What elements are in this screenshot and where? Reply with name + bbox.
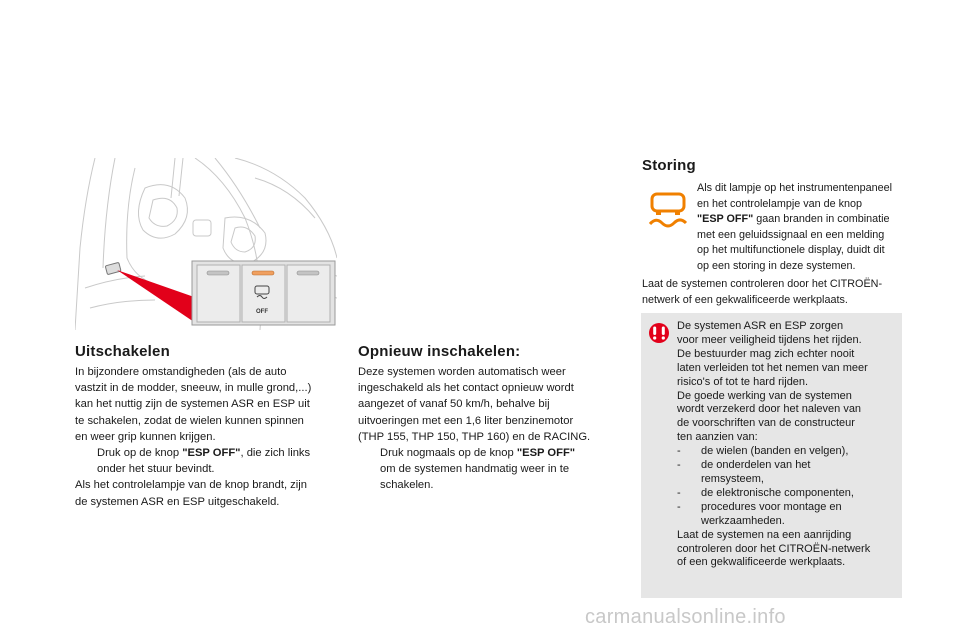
esp-button-illustration	[75, 158, 337, 330]
warning-list-item	[677, 501, 899, 529]
dash-marker: -	[677, 445, 681, 458]
exclamation-warning-icon	[648, 322, 670, 344]
text-line: de elektronische componenten,	[701, 486, 854, 499]
text-line: te schakelen, zodat de wielen kunnen spinnen	[75, 414, 304, 427]
text-line: De goede werking van de systemen	[677, 389, 852, 402]
text-line: controleren door het CITROËN-netwerk	[677, 542, 871, 555]
warning-text	[677, 320, 899, 570]
text-line: remsysteem,	[701, 472, 764, 485]
dash-marker: -	[677, 459, 681, 472]
off-button-label: OFF	[256, 309, 268, 315]
text-line: schakelen.	[380, 479, 434, 492]
text-line: laten verleiden tot het nemen van meer	[677, 361, 868, 374]
text-line: uitvoeringen met een 1,6 liter benzinemotor	[358, 414, 574, 427]
storing-icon-text	[697, 181, 909, 275]
text-line: gaan branden in combinatie	[753, 213, 890, 226]
text-line: wordt verzekerd door het naleven van	[677, 403, 862, 416]
text-line: aangezet of vanaf 50 km/h, behalve bij	[358, 398, 550, 411]
text-line: vastzit in de modder, sneeuw, in mulle grond,...)	[75, 382, 312, 395]
text-line: Als het controlelampje van de knop brandt, zijn	[75, 479, 307, 492]
text-line: kan het nuttig zijn de systemen ASR en ESP uit	[75, 398, 310, 411]
bullet-item	[75, 445, 343, 477]
esp-off-label: "ESP OFF"	[516, 447, 576, 460]
text-line: , die zich links	[240, 447, 311, 460]
text-line: de systemen ASR en ESP uitgeschakeld.	[75, 495, 280, 508]
text-line: procedures voor montage en	[701, 500, 842, 513]
watermark: carmanualsonline.info	[585, 606, 786, 628]
text-line: Deze systemen worden automatisch weer	[358, 366, 566, 378]
bullet-item	[358, 445, 620, 494]
text-line: Druk op de knop	[97, 447, 183, 460]
middle-body	[358, 364, 620, 494]
text-line: onder het stuur bevindt.	[97, 463, 215, 476]
text-line: netwerk of een gekwalificeerde werkplaats.	[642, 294, 848, 307]
esp-off-label: "ESP OFF"	[697, 213, 754, 226]
text-line: op een storing in deze systemen.	[697, 259, 856, 272]
text-line: ten aanzien van:	[677, 431, 758, 444]
text-line: om de systemen handmatig weer in te	[380, 463, 570, 476]
warning-list-item	[677, 487, 899, 501]
heading-storing: Storing	[642, 157, 696, 174]
left-body	[75, 364, 343, 510]
warning-list-item	[677, 459, 899, 487]
text-line: In bijzondere omstandigheden (als de auto	[75, 366, 287, 378]
dash-marker: -	[677, 486, 681, 499]
storing-check-text	[642, 276, 904, 308]
text-line: De systemen ASR en ESP zorgen	[677, 320, 844, 332]
text-line: of een gekwalificeerde werkplaats.	[677, 556, 846, 569]
text-line: de onderdelen van het	[701, 459, 811, 472]
text-line: Als dit lampje op het instrumentenpaneel	[697, 182, 893, 194]
text-line: Laat de systemen na een aanrijding	[677, 528, 852, 541]
text-line: de voorschriften van de constructeur	[677, 417, 855, 430]
text-line: werkzaamheden.	[701, 514, 785, 527]
text-line: voor meer veiligheid tijdens het rijden.	[677, 333, 862, 346]
text-line: Druk nogmaals op de knop	[380, 447, 517, 460]
text-line: de wielen (banden en velgen),	[701, 445, 849, 458]
text-line: op het multifunctionele display, duidt dit	[697, 244, 885, 257]
text-line: met een geluidssignaal en een melding	[697, 228, 885, 241]
text-line: en weer grip kunnen krijgen.	[75, 430, 216, 443]
text-line: (THP 155, THP 150, THP 160) en de RACING.	[358, 430, 591, 443]
text-line: risico's of tot te hard rijden.	[677, 375, 809, 388]
esp-warning-lamp-icon	[645, 190, 691, 230]
text-line: ingeschakeld als het contact opnieuw wordt	[358, 382, 574, 395]
heading-uitschakelen: Uitschakelen	[75, 343, 170, 360]
text-line: De bestuurder mag zich echter nooit	[677, 347, 855, 360]
warning-list-item	[677, 445, 899, 459]
text-line: en het controlelampje van de knop	[697, 197, 863, 210]
heading-opnieuw-inschakelen: Opnieuw inschakelen:	[358, 343, 521, 360]
esp-off-label: "ESP OFF"	[182, 447, 241, 460]
dash-marker: -	[677, 500, 681, 513]
text-line: Laat de systemen controleren door het CITROËN-	[642, 278, 883, 290]
